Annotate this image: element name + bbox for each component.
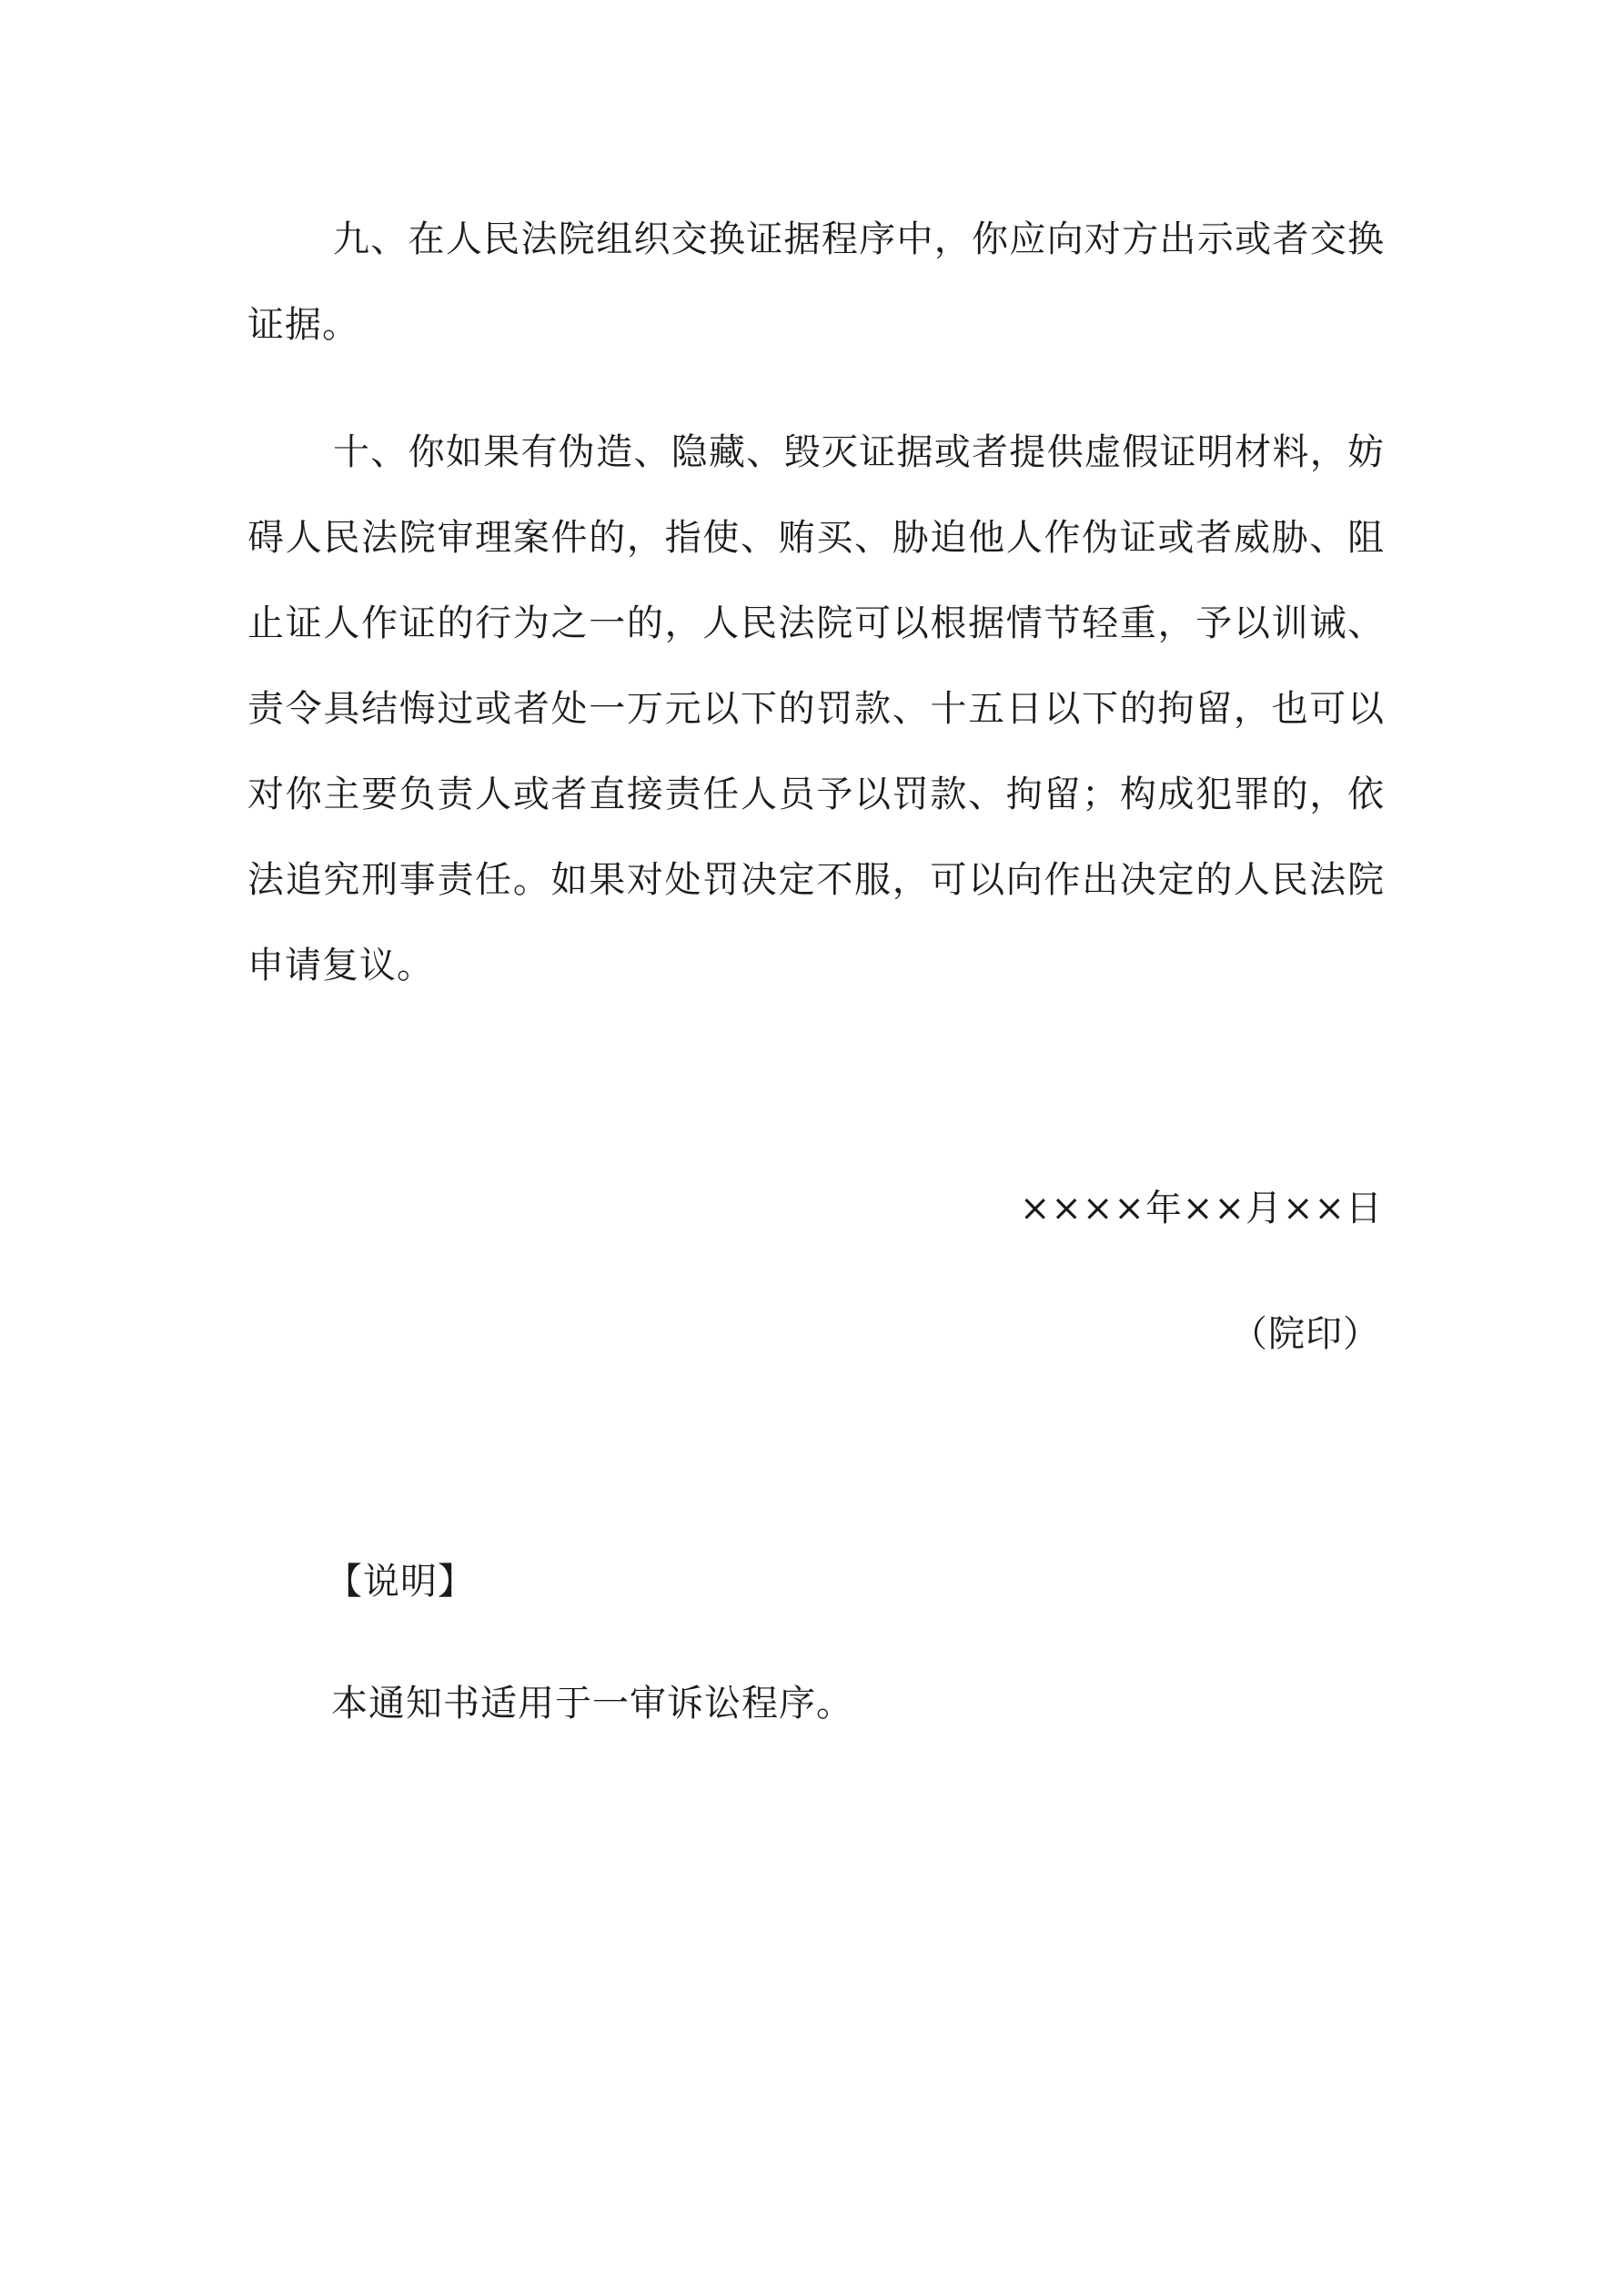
note-heading: 【说明】 <box>326 1561 475 1603</box>
date-line: ××××年××月××日 <box>1019 1188 1383 1229</box>
note-body: 本通知书适用于一审诉讼程序。 <box>331 1683 853 1725</box>
paragraph-ten: 十、你如果有伪造、隐藏、毁灭证据或者提供虚假证明材料，妨碍人民法院审理案件的，指使、贿买、胁迫他人作伪证或者威胁、阻止证人作证的行为之一的，人民法院可以根据情节轻重，予以训诫、责令具结悔过或者处一万元以下的罚款、十五日以下的拘留，也可以对你主要负责人或者直接责任人员予以罚款、拘留；构成犯罪的，依法追究刑事责任。如果对处罚决定不服，可以向作出决定的人民法院申请复议。 <box>247 431 1385 986</box>
paragraph-nine: 九、在人民法院组织交换证据程序中，你应向对方出示或者交换证据。 <box>247 218 1385 346</box>
court-seal-label: （院印） <box>1231 1313 1380 1355</box>
